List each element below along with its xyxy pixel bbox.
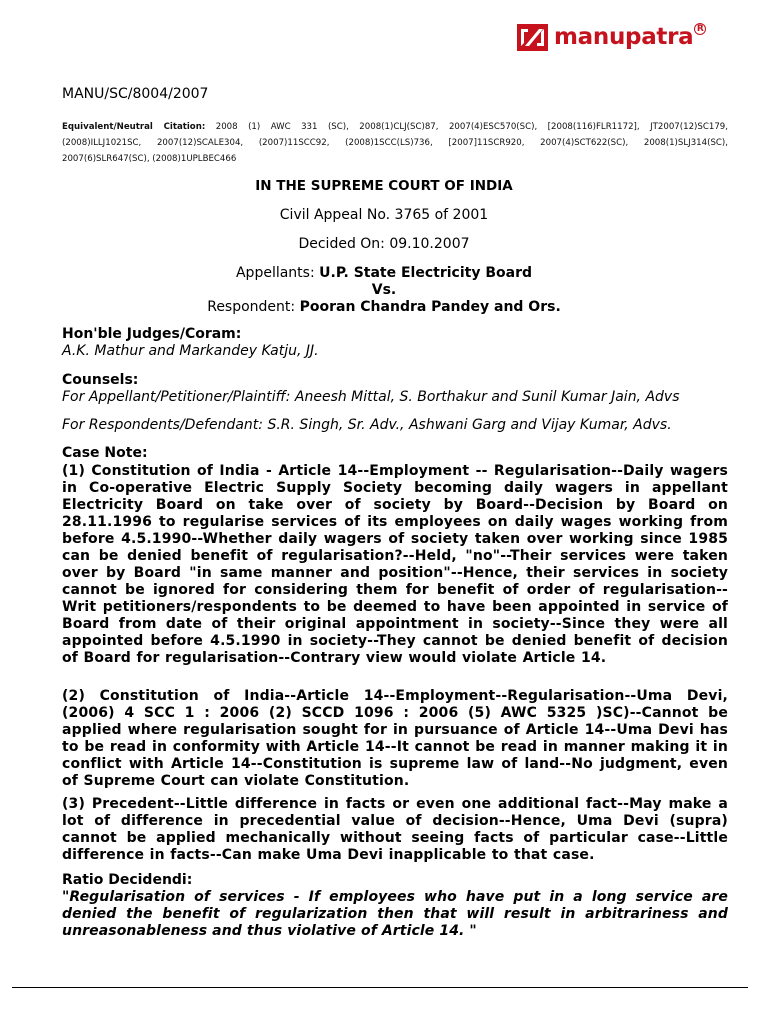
- citation-text: 2008 (1) AWC 331 (SC), 2008(1)CLJ(SC)87, 2007(4)ESC570(SC), [2008(116)FLR1172], JT2007(12)SC179, (2008)ILLJ1021SC, 2007(12)SCALE304, (2007)11SCC92, (2008)1SCC(LS)736, [2007]11SCR920, 2007(4)SCT622(SC), 2008(1)SLJ314(SC), 2007(6)SLR647(SC), (2008)1UPLBEC466: [62, 122, 728, 164]
- judges-names: A.K. Mathur and Markandey Katju, JJ.: [62, 343, 319, 359]
- manu-citation-id: MANU/SC/8004/2007: [62, 86, 209, 102]
- judges-section: [62, 326, 728, 360]
- judges-heading: Hon'ble Judges/Coram:: [62, 326, 242, 342]
- case-note-heading: Case Note:: [62, 445, 148, 461]
- appeal-number: Civil Appeal No. 3765 of 2001: [279, 207, 489, 223]
- case-note-paragraph-1: (1) Constitution of India - Article 14--Employment -- Regularisation--Daily wagers in Co-operative Electric Supply Society becoming daily wagers in appellant Electricity Board on take over of society by Board--Decision by Board on 28.11.1996 to regularise services of its employees on daily wages working from before 4.5.1990--Whether daily wagers of society taken over working since 1985 can be denied benefit of regularisation?--Held, "no"--Their services were taken over by Board "in same manner and position"--Hence, their services in society cannot be ignored for considering them for benefit of order of regularisation--Writ petitioners/respondents to be deemed to have been appointed in service of Board from date of their original appointment in society--Since they were all appointed before 4.5.1990 in society--They cannot be denied benefit of decision of Board for regularisation--Contrary view would violate Article 14.: [62, 463, 728, 666]
- manupatra-logo-text: manupatra: [554, 24, 694, 50]
- counsel-appellant: For Appellant/Petitioner/Plaintiff: Aneesh Mittal, S. Borthakur and Sunil Kumar Jain, Advs: [62, 389, 680, 405]
- registered-mark-icon: R: [694, 23, 706, 35]
- parties-block: [0, 265, 768, 316]
- equivalent-citation: [62, 119, 728, 167]
- counsel-respondent: For Respondents/Defendant: S.R. Singh, Sr. Adv., Ashwani Garg and Vijay Kumar, Advs.: [62, 417, 672, 433]
- counsels-section: [62, 372, 728, 406]
- ratio-heading: Ratio Decidendi:: [62, 872, 193, 888]
- ratio-text: "Regularisation of services - If employees who have put in a long service are denied the benefit of regularization then that will result in arbitrariness and unreasonableness and thus violative of Article 14. ": [62, 889, 728, 939]
- citation-label: Equivalent/Neutral Citation:: [62, 122, 206, 132]
- case-note-paragraph-3: (3) Precedent--Little difference in facts or even one additional fact--May make a lot of difference in precedential value of decision--Hence, Uma Devi (supra) cannot be applied mechanically without seeing facts of particular case--Little difference in facts--Can make Uma Devi inapplicable to that case.: [62, 796, 728, 863]
- manupatra-logo-icon: [517, 24, 548, 51]
- manupatra-logo: [517, 24, 706, 51]
- versus-line: [0, 282, 768, 299]
- appellants-label: Appellants:: [235, 265, 320, 281]
- decided-date: Decided On: 09.10.2007: [298, 236, 470, 252]
- footer-divider: [12, 987, 748, 988]
- court-name: IN THE SUPREME COURT OF INDIA: [255, 178, 513, 194]
- respondent-name: Pooran Chandra Pandey and Ors.: [299, 299, 561, 315]
- versus-text: Vs.: [371, 282, 397, 298]
- respondent-line: [0, 299, 768, 316]
- case-note-paragraph-2: (2) Constitution of India--Article 14--Employment--Regularisation--Uma Devi, (2006) 4 SCC 1 : 2006 (2) SCCD 1096 : 2006 (5) AWC 5325 )SC)--Cannot be applied where regularisation sought for in pursuance of Article 14--Uma Devi has to be read in conformity with Article 14--It cannot be read in manner making it in conflict with Article 14--Constitution is supreme law of land--No judgment, even of Supreme Court can violate Constitution.: [62, 688, 728, 789]
- appellants-line: [0, 265, 768, 282]
- appellants-name: U.P. State Electricity Board: [319, 265, 532, 281]
- respondent-label: Respondent:: [207, 299, 300, 315]
- counsels-heading: Counsels:: [62, 372, 139, 388]
